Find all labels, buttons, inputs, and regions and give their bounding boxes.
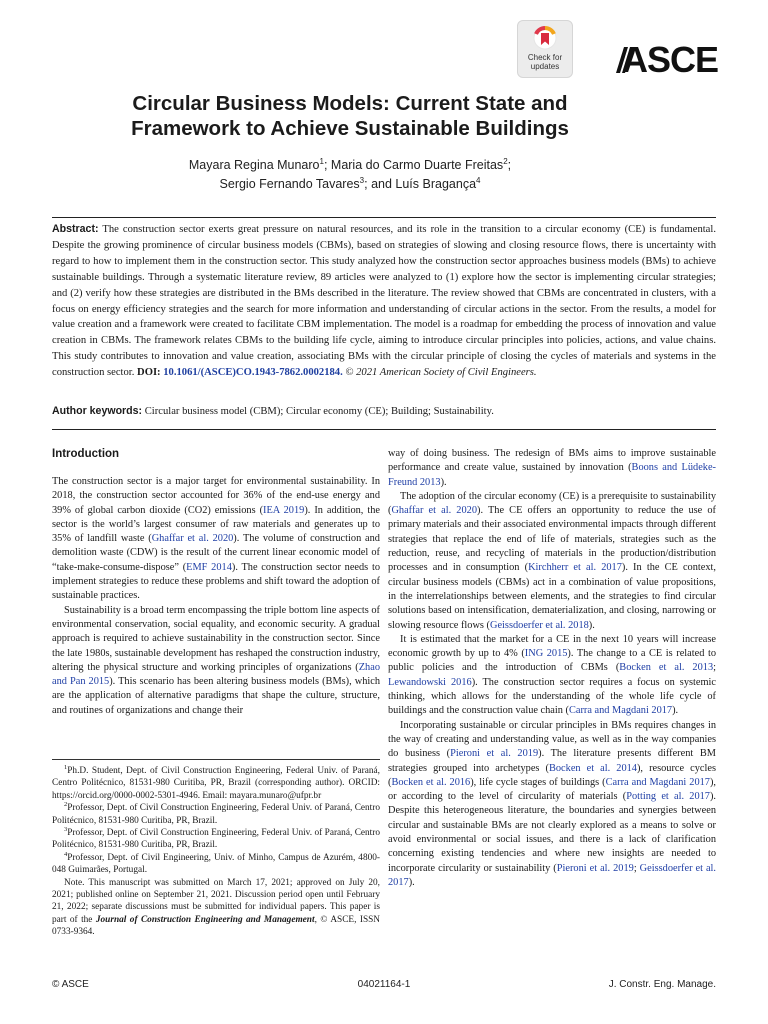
footnote: $^3$Professor, Dept. of Civil Construction Engineering, Federal Univ. of Paraná, Centro Politécnico, 81531-980 Curitiba, PR, Brazil. — [52, 826, 380, 851]
asce-logo — [614, 40, 718, 82]
keywords-text: Circular business model (CBM); Circular economy (CE); Building; Sustainability. — [144, 406, 494, 417]
citation-link[interactable]: Ghaffar et al. 2020 — [151, 533, 234, 545]
check-for-updates-badge[interactable] — [517, 20, 573, 78]
footnote: $^1$Ph.D. Student, Dept. of Civil Construction Engineering, Federal Univ. of Paraná, Centro Politécnico, 81531-980 Curitiba, PR, Brazil (corresponding author). ORCID: https://orcid.org/0000-0002-5301-4946. Email: mayara.munaro@ufpr.br — [52, 764, 380, 801]
journal-name: Journal of Construction Engineering and Management — [95, 914, 315, 925]
abstract-top-rule — [52, 217, 716, 218]
author-name: Sergio Fernando Tavares — [219, 177, 360, 191]
citation-link[interactable]: Ghaffar et al. 2020 — [391, 505, 477, 517]
footnote-rule — [52, 759, 380, 760]
left-column — [52, 447, 380, 718]
paper-title: Circular Business Models: Current State and Framework to Achieve Sustainable Buildings — [131, 92, 569, 140]
section-heading: Introduction — [52, 448, 120, 460]
citation-link[interactable]: Geissdoerfer et al. 2017 — [388, 862, 716, 888]
page-number: 04021164-1 — [357, 979, 411, 990]
citation-link[interactable]: Zhao and Pan 2015 — [52, 661, 380, 688]
badge-text: Check for updates — [527, 53, 563, 71]
citation-link[interactable]: Bocken et al. 2014 — [548, 762, 637, 774]
keywords-label: Author keywords: — [52, 405, 143, 417]
citation-link[interactable]: Potting et al. 2017 — [626, 791, 710, 803]
copyright-notice: © 2021 American Society of Civil Engineers. — [345, 367, 537, 379]
paragraph: The adoption of the circular economy (CE) is a prerequisite to sustainability (Ghaffar et al. 2020). The CE offers an opportunity to reduce the use of primary materials and their associated environmental impacts through different strategies that replace the end of life of materials, strategies such as the reduction, reuse, and recycling of materials in the production/distribution processes and in consumption (Kirchherr et al. 2017). In the CE context, circular business models (CBMs) act in a combination of value propositions, in the interrelationships between elements, and the strategies to find circular solutions based on intensification, dematerialization, and closing, narrowing or slowing resource flows (Geissdoerfer et al. 2018). — [388, 490, 716, 631]
doi-label: DOI: — [137, 367, 161, 379]
right-column — [388, 447, 716, 890]
citation-link[interactable]: IEA 2019 — [263, 504, 305, 516]
citation-link[interactable]: Geissdoerfer et al. 2018 — [489, 619, 589, 631]
page-footer — [52, 978, 716, 994]
citation-link[interactable]: Carra and Magdani 2017 — [605, 776, 710, 788]
paragraph: way of doing business. The redesign of BMs aims to improve sustainable performance and create value, sustained by innovation (Boons and Lüdeke-Freund 2013). — [388, 448, 716, 488]
footnote: $^2$Professor, Dept. of Civil Construction Engineering, Federal Univ. of Paraná, Centro Politécnico, 81531-980 Curitiba, PR, Brazil. — [52, 801, 380, 826]
journal-abbrev: J. Constr. Eng. Manage. — [608, 979, 716, 990]
footnotes — [52, 765, 380, 939]
citation-link[interactable]: Lewandowski 2016 — [388, 676, 472, 688]
paragraph: Sustainability is a broad term encompassing the triple bottom line aspects of environmental conservation, social equality, and economic security. A gradual approach is required to achieve sustainability in the construction sector. Since the late 1980s, sustainable development has reshaped the construction industry, altering the physical structure and working principles of organizations (Zhao and Pan 2015). This scenario has been altering business models (BMs), which are the application of alternative paradigms that shape the culture, structure, and routines of organizations and change their — [52, 604, 381, 716]
citation-link[interactable]: Carra and Magdani 2017 — [568, 705, 673, 717]
citation-link[interactable]: Kirchherr et al. 2017 — [528, 562, 622, 574]
author-name: Luís Bragança — [395, 177, 477, 191]
citation-link[interactable]: ING 2015 — [524, 648, 568, 660]
citation-link[interactable]: Pieroni et al. 2019 — [450, 748, 539, 760]
footnote: $^4$Professor, Dept. of Civil Engineering, Univ. of Minho, Campus de Azurém, 4800-048 Guimarães, Portugal. — [52, 850, 380, 876]
citation-link[interactable]: Pieroni et al. 2019 — [556, 862, 634, 874]
paragraph: The construction sector is a major target for environmental sustainability. In 2018, the construction sector accounted for 36% of the end-use energy and 39% of global carbon dioxide (CO2) emissions (IEA 2019). In addition, the sector is the world’s largest consumer of raw materials and generates up to 35% of landfill waste (Ghaffar et al. 2020). The volume of construction and demolition waste (CDW) is the result of the current linear economic model of “take-make-consume-dispose” (EMF 2014). The construction sector needs to implement strategies to reduce these problems and shift toward the adoption of sustainable practices. — [52, 476, 380, 602]
paragraph: Incorporating sustainable or circular principles in BMs requires changes in the way of creating and understanding value, as well as in the way companies do business (Pieroni et al. 2019). The literature presents different BM strategies grouped into archetypes (Bocken et al. 2014), resource cycles (Bocken et al. 2016), life cycle stages of buildings (Carra and Magdani 2017), or according to the level of circularity of materials (Potting et al. 2017). Despite this heterogeneous literature, the boundaries and synergies between circular and sustainable BMs are not clearly explored as a means to solve or avoid environmental or social issues, and there is a lack of clarification concerning existing tendencies and where new insights are needed to incorporate circularity or sustainability (Pieroni et al. 2019; Geissdoerfer et al. 2017). — [388, 719, 717, 888]
abstract-bottom-rule — [52, 429, 716, 430]
abstract — [52, 222, 716, 381]
author-keywords — [52, 404, 716, 419]
citation-link[interactable]: Bocken et al. 2016 — [391, 776, 471, 788]
doi-link[interactable]: 10.1061/(ASCE)CO.1943-7862.0002184. — [163, 367, 343, 379]
abstract-label: Abstract: — [52, 223, 99, 235]
abstract-text: The construction sector exerts great pressure on natural resources, and its role in the transition to a circular economy (CE) is fundamental. Despite the growing prominence of circular business models (CBMs), based on strategies of slowing and closing resource flows, there is uncertainty with regard to how to implement them in the construction sector. This study analyzed how the construction sector approaches business models (BMs) to achieve sustainable buildings. Through a systematic literature review, 89 articles were analyzed to (1) explore how the sector is implementing circular strategies; and (2) verify how these strategies are distributed in the BMs described in the literature. The review showed that CBMs are concentrated in clusters, with a focus on energy efficiency strategies and the search for more information and understanding of circular actions in the sector. From the results, a model for value creation and a framework were created to facilitate CBM implementation. The model is a roadmap for embedding the process of innovation and value creation in CBMs. The framework relates CBMs to the building life cycle, aiming to introduce circular principles into policies, actions, and value chains. This study contributes to innovation and value creation, associating BMs with the circular principle of closing the cycles of materials and systems in the construction sector. — [52, 224, 716, 379]
paragraph: It is estimated that the market for a CE in the next 10 years will increase economic growth by up to 4% (ING 2015). The change to a CE is related to public policies and the introduction of CBMs (Bocken et al. 2013; Lewandowski 2016). The construction sector requires a focus on systemic thinking, which allows for the understanding of the whole life cycle of buildings and the construction value chain (Carra and Magdani 2017). — [388, 633, 716, 717]
citation-link[interactable]: Bocken et al. 2013 — [619, 662, 714, 674]
author-name: Mayara Regina Munaro — [188, 158, 320, 172]
author-list: Mayara Regina Munaro$^1$; Maria do Carmo Duarte Freitas$^2$; Sergio Fernando Tavares$^3$; and Luís Bragança$^4$ — [188, 157, 512, 191]
citation-link[interactable]: Boons and Lüdeke-Freund 2013 — [388, 462, 716, 488]
submission-note: Note. This manuscript was submitted on March 17, 2021; approved on July 20, 2021; published online on September 21, 2021. Discussion period open until February 21, 2022; separate discussions must be submitted for individual papers. This paper is part of the Journal of Construction Engineering and Management, © ASCE, ISSN 0733-9364. — [52, 877, 380, 938]
citation-link[interactable]: EMF 2014 — [186, 561, 232, 573]
bookmark-ribbon-icon — [532, 25, 558, 51]
footer-copyright: © ASCE — [52, 979, 89, 990]
author-name: Maria do Carmo Duarte Freitas — [330, 158, 504, 172]
logo-wordmark: ASCE — [621, 39, 718, 80]
